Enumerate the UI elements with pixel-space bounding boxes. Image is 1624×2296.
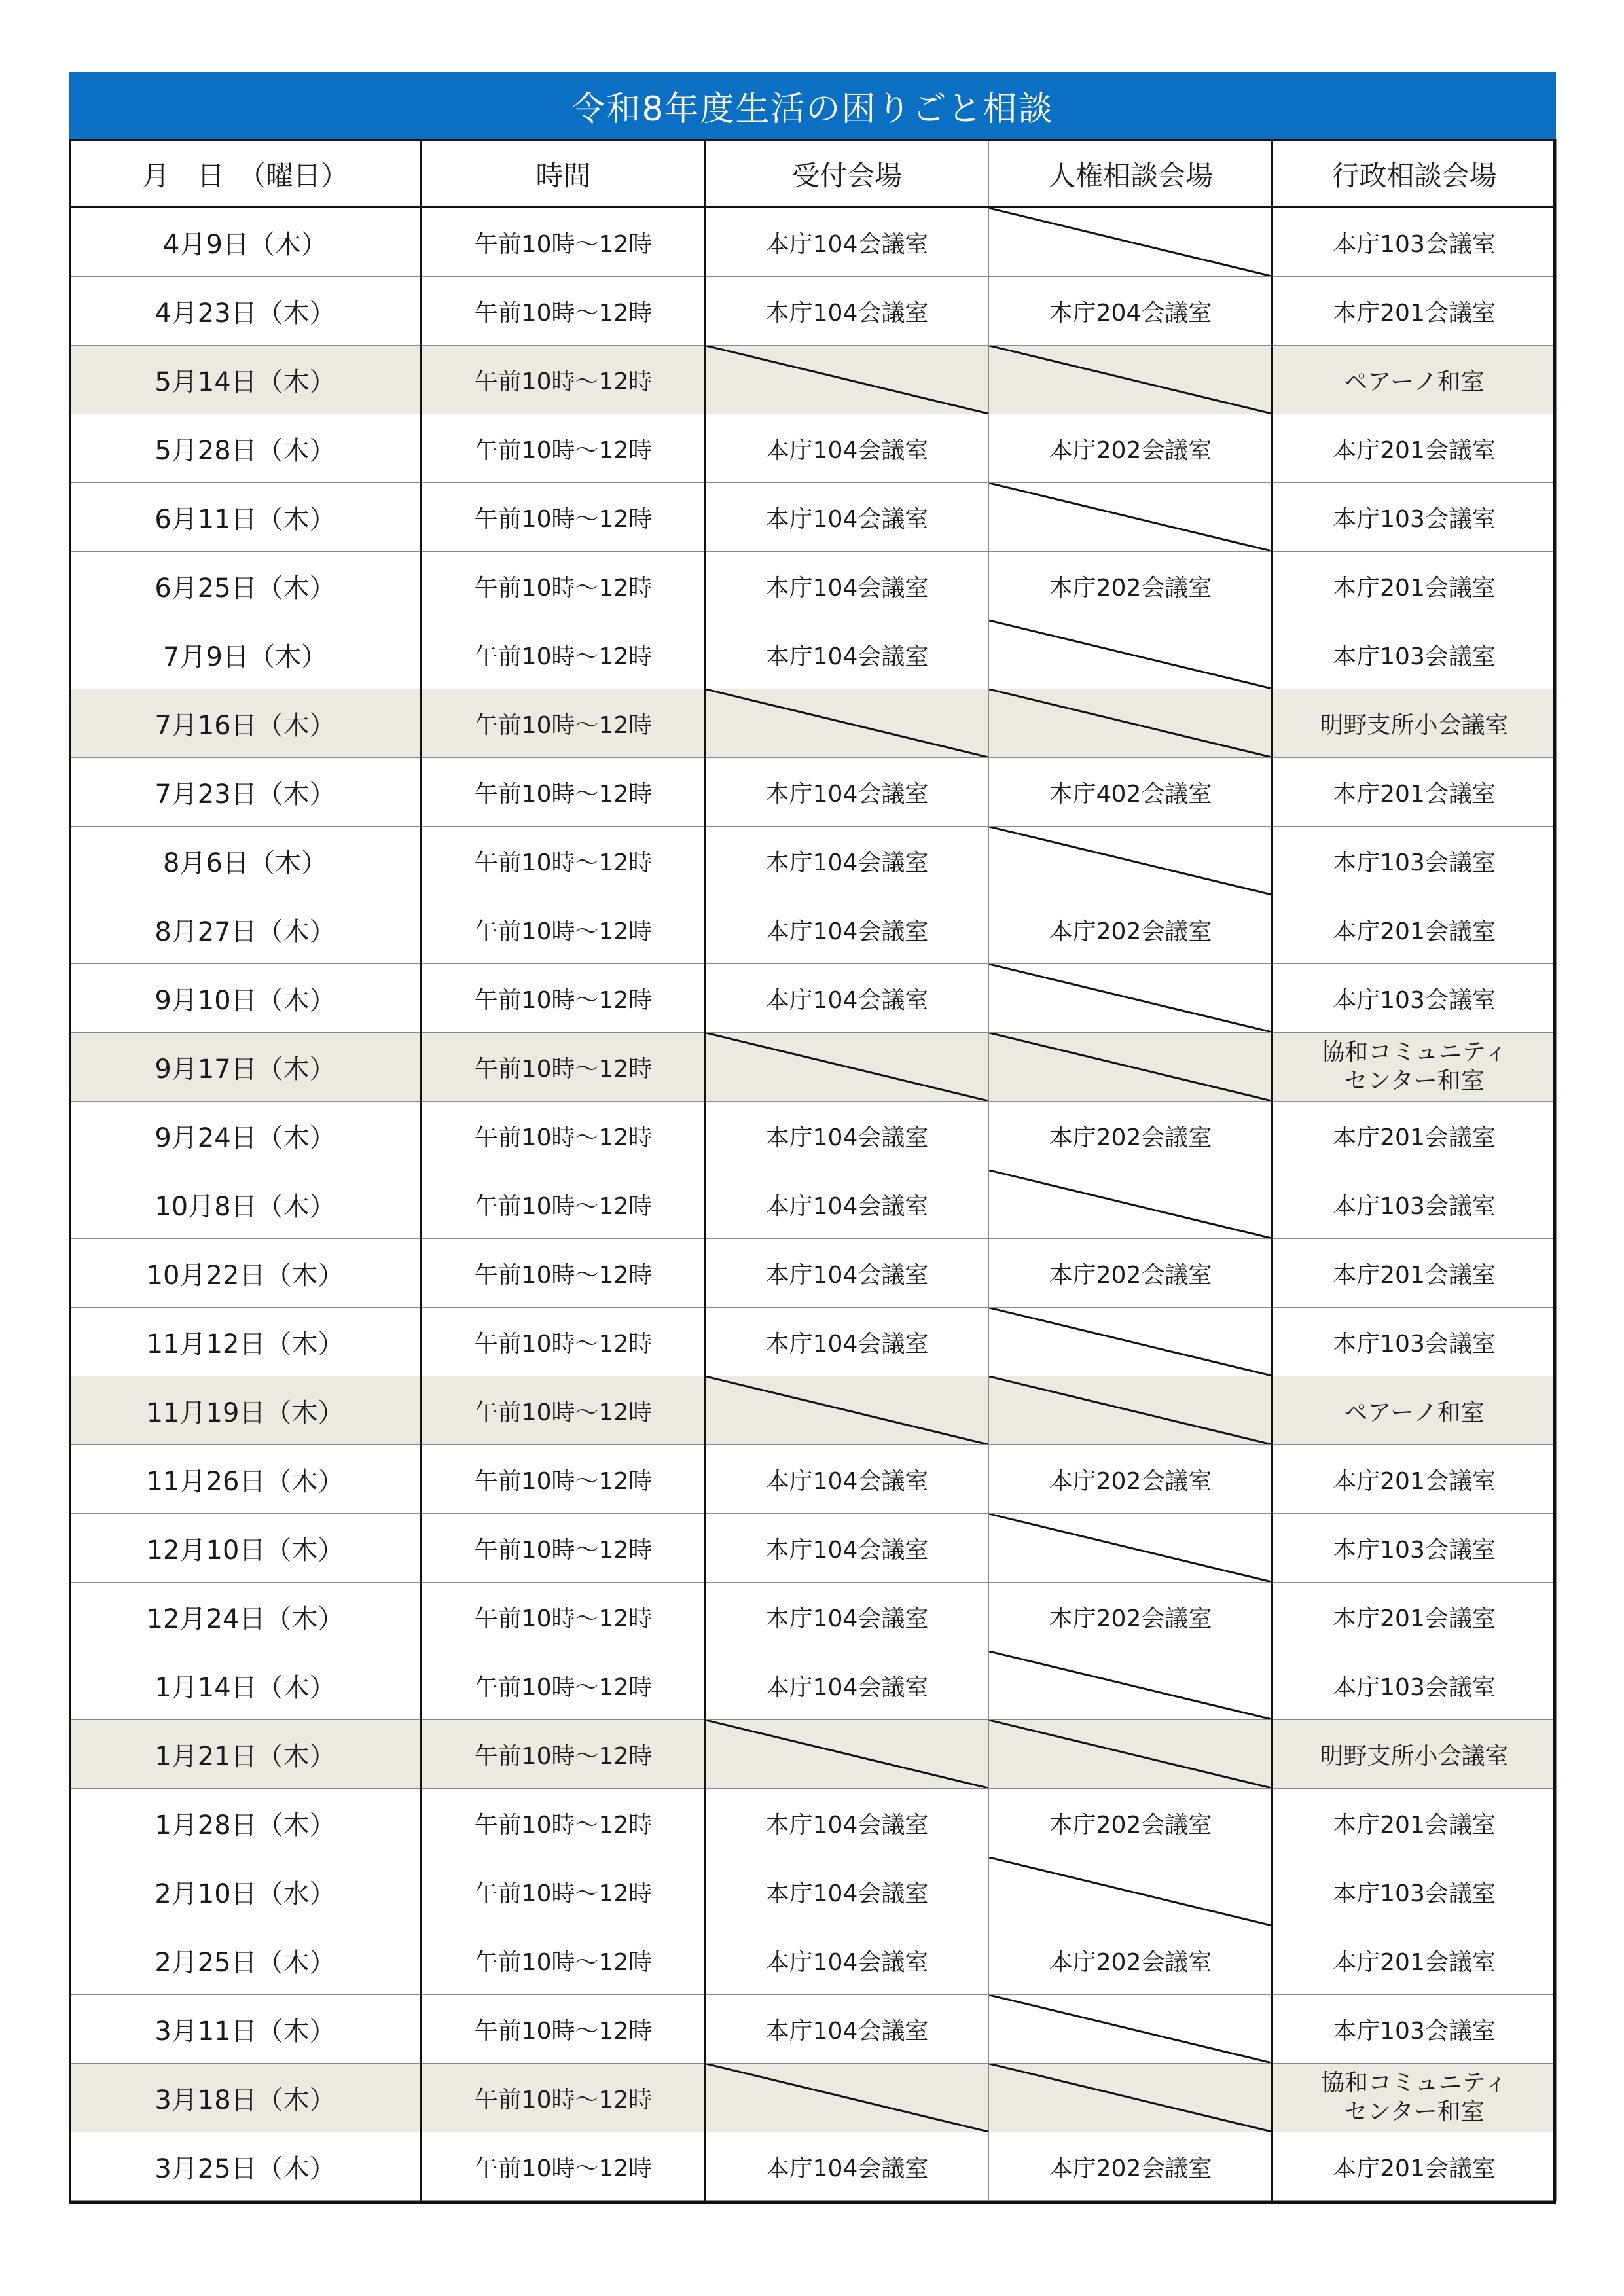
date-cell: 9月24日（木） (69, 1102, 422, 1170)
reception-cell: 本庁104会議室 (706, 414, 989, 483)
table-row (69, 552, 1557, 620)
human-rights-cell-not-available (989, 346, 1272, 414)
reception-cell-not-available (706, 1033, 989, 1102)
date-cell: 4月23日（木） (69, 277, 422, 346)
human-rights-cell: 本庁202会議室 (989, 1445, 1272, 1514)
time-cell: 午前10時～12時 (422, 483, 706, 552)
reception-cell-not-available (706, 2064, 989, 2132)
date-cell: 10月22日（木） (69, 1239, 422, 1308)
table-row (69, 1308, 1557, 1376)
diagonal-slash (989, 1170, 1272, 1238)
table-row (69, 346, 1557, 414)
diagonal-slash (989, 827, 1272, 895)
time-cell: 午前10時～12時 (422, 552, 706, 620)
human-rights-cell-not-available (989, 1376, 1272, 1445)
time-cell: 午前10時～12時 (422, 277, 706, 346)
human-rights-cell: 本庁202会議室 (989, 414, 1272, 483)
reception-cell: 本庁104会議室 (706, 1308, 989, 1376)
date-cell: 2月10日（水） (69, 1857, 422, 1926)
administrative-cell: 本庁103会議室 (1272, 620, 1557, 689)
schedule-table (69, 139, 1557, 2201)
date-cell: 3月25日（木） (69, 2132, 422, 2201)
date-cell: 6月25日（木） (69, 552, 422, 620)
table-row (69, 1376, 1557, 1445)
administrative-cell: ペアーノ和室 (1272, 346, 1557, 414)
administrative-cell: 本庁103会議室 (1272, 208, 1557, 277)
time-cell: 午前10時～12時 (422, 1995, 706, 2064)
human-rights-cell: 本庁202会議室 (989, 2132, 1272, 2201)
administrative-cell: 本庁201会議室 (1272, 277, 1557, 346)
time-cell: 午前10時～12時 (422, 964, 706, 1033)
diagonal-slash (989, 208, 1272, 276)
administrative-cell: 本庁103会議室 (1272, 1995, 1557, 2064)
table-row (69, 895, 1557, 964)
diagonal-slash (989, 1995, 1272, 2063)
header-reception: 受付会場 (706, 140, 989, 208)
reception-cell: 本庁104会議室 (706, 277, 989, 346)
date-cell: 12月10日（木） (69, 1514, 422, 1583)
human-rights-cell-not-available (989, 1308, 1272, 1376)
administrative-cell: 本庁201会議室 (1272, 1789, 1557, 1857)
table-row (69, 1514, 1557, 1583)
table-row (69, 1720, 1557, 1789)
diagonal-slash (989, 1857, 1272, 1926)
administrative-cell: 本庁103会議室 (1272, 1170, 1557, 1239)
administrative-cell: 本庁103会議室 (1272, 964, 1557, 1033)
diagonal-slash (706, 2064, 988, 2132)
time-cell: 午前10時～12時 (422, 1170, 706, 1239)
reception-cell: 本庁104会議室 (706, 552, 989, 620)
time-cell: 午前10時～12時 (422, 827, 706, 895)
date-cell: 7月16日（木） (69, 689, 422, 758)
administrative-cell: 本庁103会議室 (1272, 1651, 1557, 1720)
reception-cell: 本庁104会議室 (706, 758, 989, 827)
reception-cell: 本庁104会議室 (706, 2132, 989, 2201)
title-banner (69, 72, 1556, 139)
time-cell: 午前10時～12時 (422, 346, 706, 414)
diagonal-slash (706, 346, 988, 414)
human-rights-cell: 本庁202会議室 (989, 1583, 1272, 1651)
header-human-rights: 人権相談会場 (989, 140, 1272, 208)
table-row (69, 1033, 1557, 1102)
human-rights-cell: 本庁202会議室 (989, 1102, 1272, 1170)
administrative-cell: 本庁103会議室 (1272, 827, 1557, 895)
table-row (69, 1857, 1557, 1926)
date-cell: 2月25日（木） (69, 1926, 422, 1995)
human-rights-cell-not-available (989, 689, 1272, 758)
date-cell: 9月10日（木） (69, 964, 422, 1033)
time-cell: 午前10時～12時 (422, 208, 706, 277)
time-cell: 午前10時～12時 (422, 1789, 706, 1857)
administrative-cell: 本庁201会議室 (1272, 552, 1557, 620)
diagonal-slash (989, 964, 1272, 1032)
table-row (69, 1170, 1557, 1239)
human-rights-cell: 本庁204会議室 (989, 277, 1272, 346)
diagonal-slash (706, 1376, 988, 1444)
table-row (69, 1239, 1557, 1308)
time-cell: 午前10時～12時 (422, 1651, 706, 1720)
table-row (69, 758, 1557, 827)
reception-cell: 本庁104会議室 (706, 964, 989, 1033)
diagonal-slash (989, 1720, 1272, 1788)
diagonal-slash (989, 2064, 1272, 2132)
human-rights-cell: 本庁202会議室 (989, 1926, 1272, 1995)
administrative-cell: 本庁201会議室 (1272, 1239, 1557, 1308)
table-row (69, 1102, 1557, 1170)
diagonal-slash (989, 1376, 1272, 1444)
administrative-cell: ペアーノ和室 (1272, 1376, 1557, 1445)
reception-cell: 本庁104会議室 (706, 1170, 989, 1239)
table-row (69, 208, 1557, 277)
time-cell: 午前10時～12時 (422, 620, 706, 689)
table-row (69, 827, 1557, 895)
diagonal-slash (989, 1651, 1272, 1719)
reception-cell: 本庁104会議室 (706, 620, 989, 689)
diagonal-slash (706, 1720, 988, 1788)
table-row (69, 1583, 1557, 1651)
time-cell: 午前10時～12時 (422, 1857, 706, 1926)
reception-cell-not-available (706, 1720, 989, 1789)
diagonal-slash (989, 483, 1272, 551)
human-rights-cell: 本庁202会議室 (989, 1789, 1272, 1857)
table-row (69, 1445, 1557, 1514)
time-cell: 午前10時～12時 (422, 1376, 706, 1445)
time-cell: 午前10時～12時 (422, 1514, 706, 1583)
reception-cell: 本庁104会議室 (706, 1995, 989, 2064)
time-cell: 午前10時～12時 (422, 1926, 706, 1995)
date-cell: 12月24日（木） (69, 1583, 422, 1651)
human-rights-cell: 本庁202会議室 (989, 895, 1272, 964)
administrative-cell: 協和コミュニティ センター和室 (1272, 2064, 1557, 2132)
human-rights-cell-not-available (989, 483, 1272, 552)
date-cell: 5月28日（木） (69, 414, 422, 483)
reception-cell-not-available (706, 689, 989, 758)
reception-cell: 本庁104会議室 (706, 1102, 989, 1170)
date-cell: 3月11日（木） (69, 1995, 422, 2064)
reception-cell: 本庁104会議室 (706, 1789, 989, 1857)
time-cell: 午前10時～12時 (422, 689, 706, 758)
reception-cell: 本庁104会議室 (706, 1857, 989, 1926)
administrative-cell: 本庁201会議室 (1272, 895, 1557, 964)
date-cell: 8月27日（木） (69, 895, 422, 964)
date-cell: 10月8日（木） (69, 1170, 422, 1239)
schedule-sheet (69, 72, 1556, 2201)
human-rights-cell-not-available (989, 1995, 1272, 2064)
reception-cell: 本庁104会議室 (706, 1651, 989, 1720)
human-rights-cell-not-available (989, 2064, 1272, 2132)
administrative-cell: 本庁201会議室 (1272, 414, 1557, 483)
time-cell: 午前10時～12時 (422, 895, 706, 964)
date-cell: 1月14日（木） (69, 1651, 422, 1720)
diagonal-slash (989, 1514, 1272, 1582)
diagonal-slash (989, 620, 1272, 689)
time-cell: 午前10時～12時 (422, 1720, 706, 1789)
table-row (69, 1995, 1557, 2064)
reception-cell: 本庁104会議室 (706, 483, 989, 552)
date-cell: 4月9日（木） (69, 208, 422, 277)
time-cell: 午前10時～12時 (422, 414, 706, 483)
table-row (69, 1651, 1557, 1720)
date-cell: 8月6日（木） (69, 827, 422, 895)
date-cell: 6月11日（木） (69, 483, 422, 552)
diagonal-slash (989, 1033, 1272, 1101)
human-rights-cell-not-available (989, 208, 1272, 277)
reception-cell-not-available (706, 346, 989, 414)
date-cell: 7月23日（木） (69, 758, 422, 827)
date-cell: 1月28日（木） (69, 1789, 422, 1857)
diagonal-slash (706, 689, 988, 757)
reception-cell: 本庁104会議室 (706, 895, 989, 964)
administrative-cell: 本庁103会議室 (1272, 1308, 1557, 1376)
administrative-cell: 本庁201会議室 (1272, 1102, 1557, 1170)
administrative-cell: 本庁201会議室 (1272, 2132, 1557, 2201)
time-cell: 午前10時～12時 (422, 1308, 706, 1376)
date-cell: 9月17日（木） (69, 1033, 422, 1102)
table-row (69, 277, 1557, 346)
time-cell: 午前10時～12時 (422, 1239, 706, 1308)
date-cell: 7月9日（木） (69, 620, 422, 689)
table-row (69, 964, 1557, 1033)
time-cell: 午前10時～12時 (422, 2132, 706, 2201)
human-rights-cell-not-available (989, 1857, 1272, 1926)
human-rights-cell: 本庁202会議室 (989, 552, 1272, 620)
human-rights-cell-not-available (989, 1514, 1272, 1583)
table-header (69, 140, 1557, 208)
time-cell: 午前10時～12時 (422, 1033, 706, 1102)
reception-cell: 本庁104会議室 (706, 208, 989, 277)
page-title: 令和8年度生活の困りごと相談 (571, 90, 1054, 129)
administrative-cell: 本庁201会議室 (1272, 1926, 1557, 1995)
date-cell: 3月18日（木） (69, 2064, 422, 2132)
time-cell: 午前10時～12時 (422, 2064, 706, 2132)
table-row (69, 483, 1557, 552)
time-cell: 午前10時～12時 (422, 1445, 706, 1514)
reception-cell: 本庁104会議室 (706, 1239, 989, 1308)
administrative-cell: 本庁103会議室 (1272, 483, 1557, 552)
table-row (69, 2132, 1557, 2201)
administrative-cell: 本庁201会議室 (1272, 758, 1557, 827)
reception-cell: 本庁104会議室 (706, 1445, 989, 1514)
table-row (69, 1926, 1557, 1995)
table-row (69, 689, 1557, 758)
reception-cell: 本庁104会議室 (706, 1514, 989, 1583)
table-row (69, 2064, 1557, 2132)
administrative-cell: 本庁103会議室 (1272, 1857, 1557, 1926)
human-rights-cell-not-available (989, 827, 1272, 895)
diagonal-slash (989, 346, 1272, 414)
date-cell: 5月14日（木） (69, 346, 422, 414)
diagonal-slash (989, 689, 1272, 757)
human-rights-cell: 本庁202会議室 (989, 1239, 1272, 1308)
time-cell: 午前10時～12時 (422, 1583, 706, 1651)
administrative-cell: 協和コミュニティ センター和室 (1272, 1033, 1557, 1102)
table-row (69, 1789, 1557, 1857)
human-rights-cell-not-available (989, 1720, 1272, 1789)
date-cell: 11月19日（木） (69, 1376, 422, 1445)
header-time: 時間 (422, 140, 706, 208)
administrative-cell: 明野支所小会議室 (1272, 689, 1557, 758)
reception-cell: 本庁104会議室 (706, 1926, 989, 1995)
administrative-cell: 明野支所小会議室 (1272, 1720, 1557, 1789)
table-row (69, 620, 1557, 689)
time-cell: 午前10時～12時 (422, 758, 706, 827)
human-rights-cell-not-available (989, 964, 1272, 1033)
diagonal-slash (706, 1033, 988, 1101)
reception-cell-not-available (706, 1376, 989, 1445)
human-rights-cell-not-available (989, 1033, 1272, 1102)
table-body (69, 208, 1557, 2201)
header-administrative: 行政相談会場 (1272, 140, 1557, 208)
reception-cell: 本庁104会議室 (706, 1583, 989, 1651)
human-rights-cell-not-available (989, 1651, 1272, 1720)
table-row (69, 414, 1557, 483)
administrative-cell: 本庁201会議室 (1272, 1445, 1557, 1514)
header-date: 月 日 （曜日） (69, 140, 422, 208)
date-cell: 1月21日（木） (69, 1720, 422, 1789)
date-cell: 11月26日（木） (69, 1445, 422, 1514)
human-rights-cell-not-available (989, 620, 1272, 689)
time-cell: 午前10時～12時 (422, 1102, 706, 1170)
human-rights-cell-not-available (989, 1170, 1272, 1239)
administrative-cell: 本庁103会議室 (1272, 1514, 1557, 1583)
date-cell: 11月12日（木） (69, 1308, 422, 1376)
human-rights-cell: 本庁402会議室 (989, 758, 1272, 827)
administrative-cell: 本庁201会議室 (1272, 1583, 1557, 1651)
diagonal-slash (989, 1308, 1272, 1376)
reception-cell: 本庁104会議室 (706, 827, 989, 895)
